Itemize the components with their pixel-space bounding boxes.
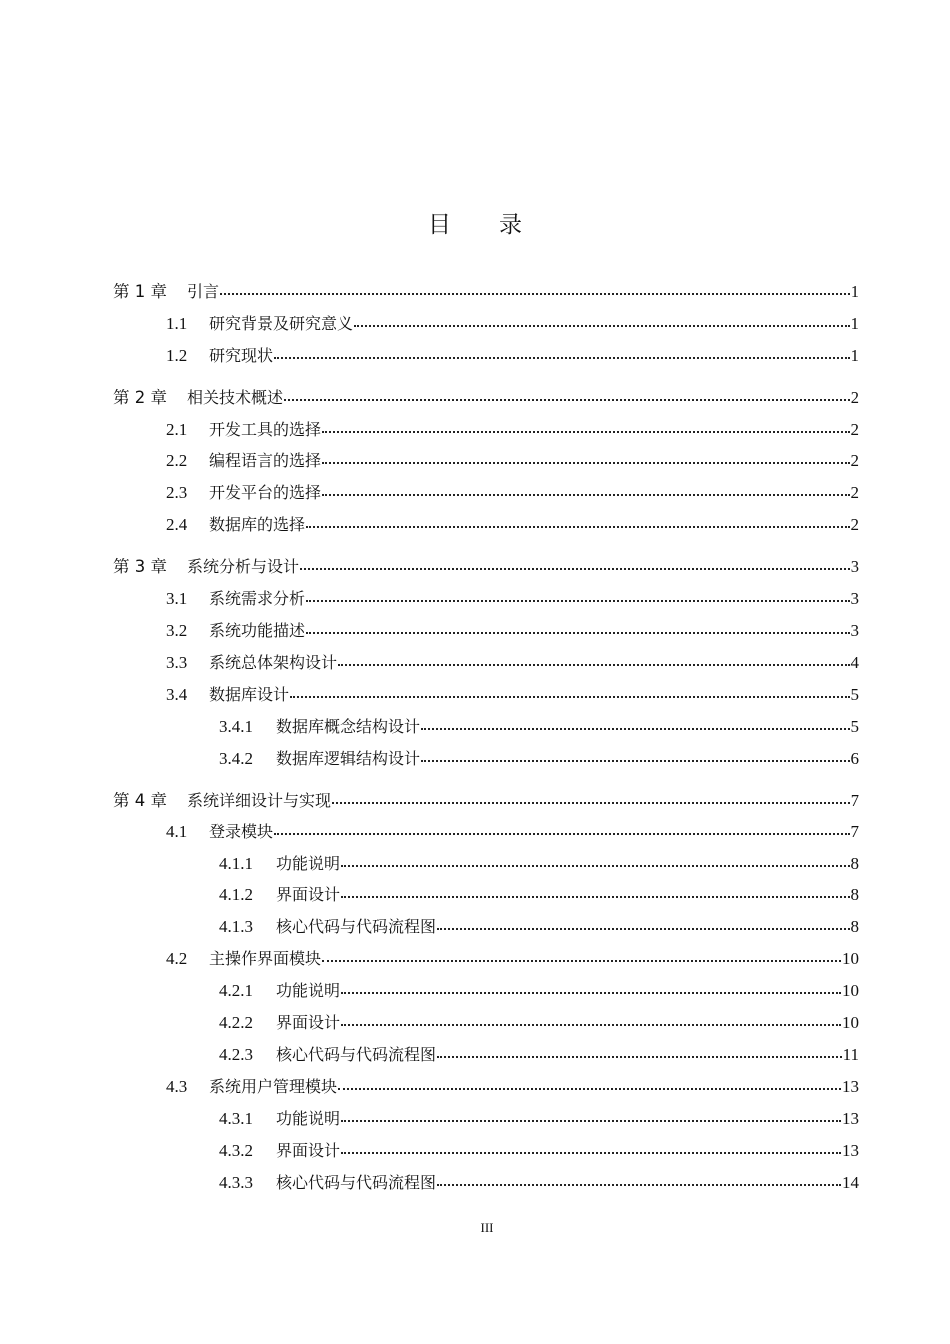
toc-entry[interactable]: [219, 914, 859, 940]
toc-entry-label: 登录模块: [209, 822, 274, 841]
toc-entry-number: 3.2: [166, 621, 188, 640]
toc-entry[interactable]: [166, 480, 859, 506]
toc-entry[interactable]: [219, 714, 859, 740]
toc-entry-label: 功能说明: [276, 854, 341, 873]
toc-entry-label: 数据库的选择: [209, 515, 306, 534]
toc-dot-leader: [421, 746, 849, 764]
toc-entry-label: 引言: [187, 282, 220, 301]
toc-entry[interactable]: [113, 279, 859, 305]
toc-entry-page: 10: [842, 1013, 859, 1032]
toc-entry-number: 4.1.1: [219, 854, 253, 873]
toc-dot-leader: [338, 1074, 841, 1092]
toc-entry-number: 4.2.1: [219, 981, 253, 1000]
toc-entry[interactable]: [219, 851, 859, 877]
toc-dot-leader: [354, 311, 849, 329]
toc-entry-number: 1.1: [166, 314, 188, 333]
toc-entry-page: 10: [842, 949, 859, 968]
toc-entry[interactable]: [166, 650, 859, 676]
toc-dot-leader: [341, 1106, 841, 1124]
toc-entry-page: 7: [850, 822, 859, 841]
toc-entry-page: 2: [850, 388, 859, 407]
footer-page-number: III: [480, 1220, 494, 1235]
toc-dot-leader: [341, 978, 841, 996]
toc-entry-number: 4.3.3: [219, 1173, 253, 1192]
toc-entry-number: 4.2.2: [219, 1013, 253, 1032]
toc-entry-number: 4.2: [166, 949, 188, 968]
toc-entry[interactable]: [113, 788, 859, 814]
toc-dot-leader: [437, 914, 849, 932]
toc-entry-page: 3: [850, 557, 859, 576]
toc-entry-page: 1: [850, 282, 859, 301]
toc-dot-leader: [322, 946, 841, 964]
toc-dot-leader: [300, 554, 850, 572]
toc-entry-label: 功能说明: [276, 981, 341, 1000]
toc-entry-label: 研究现状: [209, 346, 274, 365]
toc-entry-number: 第 1 章: [113, 282, 167, 301]
toc-entry[interactable]: [166, 512, 859, 538]
page-title: 目录: [428, 212, 570, 238]
toc-entry[interactable]: [166, 343, 859, 369]
toc-dot-leader: [322, 480, 849, 498]
toc-entry-label: 系统需求分析: [209, 589, 306, 608]
toc-entry[interactable]: [219, 1042, 859, 1068]
toc-entry[interactable]: [113, 554, 859, 580]
toc-entry-label: 核心代码与代码流程图: [276, 1045, 437, 1064]
toc-dot-leader: [421, 714, 849, 732]
toc-entry-page: 13: [842, 1077, 859, 1096]
toc-entry-page: 2: [850, 483, 859, 502]
toc-entry[interactable]: [219, 978, 859, 1004]
toc-entry-page: 4: [850, 653, 859, 672]
toc-entry-page: 8: [850, 885, 859, 904]
toc-entry-number: 4.2.3: [219, 1045, 253, 1064]
toc-entry[interactable]: [219, 1170, 859, 1196]
toc-dot-leader: [341, 851, 849, 869]
toc-entry[interactable]: [166, 448, 859, 474]
toc-dot-leader: [341, 1010, 841, 1028]
toc-entry[interactable]: [166, 1074, 859, 1100]
toc-entry-page: 14: [842, 1173, 859, 1192]
toc-entry[interactable]: [166, 682, 859, 708]
toc-entry-number: 4.1.2: [219, 885, 253, 904]
toc-entry-label: 核心代码与代码流程图: [276, 917, 437, 936]
toc-entry[interactable]: [219, 1138, 859, 1164]
toc-entry-page: 2: [850, 420, 859, 439]
toc-entry-page: 8: [850, 917, 859, 936]
toc-entry[interactable]: [166, 946, 859, 972]
toc-entry-number: 4.1: [166, 822, 188, 841]
toc-entry-number: 3.4.2: [219, 749, 253, 768]
toc-entry-number: 2.1: [166, 420, 188, 439]
toc-entry-label: 开发工具的选择: [209, 420, 322, 439]
toc-entry-label: 开发平台的选择: [209, 483, 322, 502]
toc-entry-page: 8: [850, 854, 859, 873]
toc-dot-leader: [290, 682, 849, 700]
toc-entry-page: 5: [850, 717, 859, 736]
toc-entry-label: 数据库逻辑结构设计: [276, 749, 421, 768]
toc-entry-number: 3.1: [166, 589, 188, 608]
toc-entry-page: 7: [850, 791, 859, 810]
toc-entry-label: 界面设计: [276, 1141, 341, 1160]
toc-entry-page: 13: [842, 1109, 859, 1128]
toc-entry-label: 界面设计: [276, 885, 341, 904]
toc-entry-label: 界面设计: [276, 1013, 341, 1032]
toc-entry[interactable]: [166, 618, 859, 644]
toc-entry-label: 系统详细设计与实现: [187, 791, 332, 810]
toc-dot-leader: [341, 1138, 841, 1156]
toc-dot-leader: [322, 417, 849, 435]
toc-entry[interactable]: [113, 385, 859, 411]
toc-dot-leader: [338, 650, 849, 668]
toc-entry-page: 2: [850, 515, 859, 534]
toc-entry-number: 3.3: [166, 653, 188, 672]
toc-dot-leader: [274, 819, 849, 837]
toc-entry-label: 编程语言的选择: [209, 451, 322, 470]
toc-entry-page: 2: [850, 451, 859, 470]
toc-entry-number: 3.4.1: [219, 717, 253, 736]
toc-entry-number: 2.4: [166, 515, 188, 534]
toc-dot-leader: [322, 448, 849, 466]
toc-entry-page: 1: [850, 314, 859, 333]
toc-entry[interactable]: [219, 1106, 859, 1132]
toc-entry-page: 11: [842, 1045, 859, 1064]
toc-entry-label: 核心代码与代码流程图: [276, 1173, 437, 1192]
toc-dot-leader: [341, 882, 849, 900]
toc-entry-number: 4.3.1: [219, 1109, 253, 1128]
toc-entry-number: 2.2: [166, 451, 188, 470]
toc-dot-leader: [437, 1170, 841, 1188]
toc-entry-number: 第 2 章: [113, 388, 167, 407]
toc-entry-number: 4.1.3: [219, 917, 253, 936]
toc-entry-label: 数据库概念结构设计: [276, 717, 421, 736]
toc-entry-label: 主操作界面模块: [209, 949, 322, 968]
toc-entry[interactable]: [219, 746, 859, 772]
toc-dot-leader: [306, 586, 849, 604]
toc-entry-page: 6: [850, 749, 859, 768]
toc-entry-page: 1: [850, 346, 859, 365]
toc-dot-leader: [306, 512, 849, 530]
toc-entry-label: 系统用户管理模块: [209, 1077, 338, 1096]
toc-entry-label: 功能说明: [276, 1109, 341, 1128]
toc-entry-page: 3: [850, 589, 859, 608]
toc-entry-page: 3: [850, 621, 859, 640]
toc-entry-label: 数据库设计: [209, 685, 290, 704]
toc-dot-leader: [284, 385, 850, 403]
toc-entry-number: 第 4 章: [113, 791, 167, 810]
toc-dot-leader: [332, 788, 850, 806]
toc-entry-number: 4.3.2: [219, 1141, 253, 1160]
toc-entry[interactable]: [219, 882, 859, 908]
toc-entry-label: 系统功能描述: [209, 621, 306, 640]
toc-entry[interactable]: [219, 1010, 859, 1036]
toc-entry-page: 10: [842, 981, 859, 1000]
toc-entry[interactable]: [166, 586, 859, 612]
toc-entry-page: 13: [842, 1141, 859, 1160]
toc-entry-page: 5: [850, 685, 859, 704]
toc-entry-label: 系统总体架构设计: [209, 653, 338, 672]
toc-dot-leader: [437, 1042, 842, 1060]
toc-entry-number: 4.3: [166, 1077, 188, 1096]
toc-entry-label: 研究背景及研究意义: [209, 314, 354, 333]
toc-entry-number: 第 3 章: [113, 557, 167, 576]
toc-dot-leader: [306, 618, 849, 636]
toc-entry[interactable]: [166, 819, 859, 845]
toc-entry-label: 系统分析与设计: [187, 557, 300, 576]
toc-entry[interactable]: [166, 311, 859, 337]
toc-dot-leader: [274, 343, 849, 361]
toc-entry[interactable]: [166, 417, 859, 443]
toc-entry-number: 2.3: [166, 483, 188, 502]
toc-dot-leader: [220, 279, 850, 297]
toc-entry-number: 3.4: [166, 685, 188, 704]
toc-entry-number: 1.2: [166, 346, 188, 365]
toc-entry-label: 相关技术概述: [187, 388, 284, 407]
